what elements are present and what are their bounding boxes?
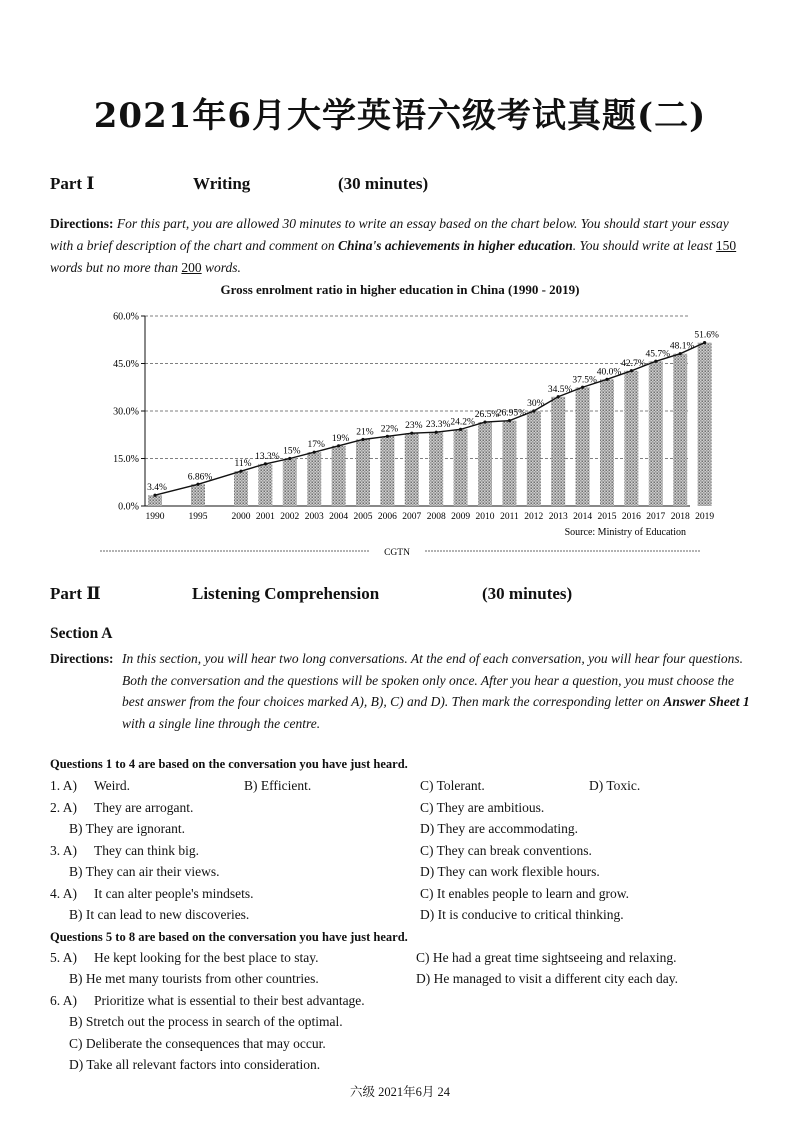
bar	[454, 429, 468, 506]
bar	[624, 371, 638, 506]
bar	[283, 459, 297, 507]
data-point	[483, 420, 486, 423]
data-point	[679, 352, 682, 355]
q1-option-d: D) Toxic.	[589, 778, 641, 793]
data-point	[337, 444, 340, 447]
data-point	[630, 369, 633, 372]
question-5	[50, 950, 760, 970]
question-1	[50, 778, 760, 798]
x-tick-label: 2009	[451, 512, 471, 522]
data-point	[288, 457, 291, 460]
data-label: 45.7%	[645, 349, 671, 360]
bar	[600, 379, 614, 506]
directions-text-3: words but no more than	[50, 260, 182, 275]
page-title: 2021年6月大学英语六级考试真题(二)	[93, 96, 707, 136]
bar	[698, 343, 712, 506]
x-tick-label: 2014	[573, 512, 593, 522]
page-footer: 六级 2021年6月 24	[349, 1085, 450, 1099]
x-tick-label: 2015	[597, 512, 617, 522]
data-point	[410, 432, 413, 435]
directions-text-2: . You should write at least	[572, 238, 716, 253]
y-tick-label: 60.0%	[113, 311, 139, 323]
x-tick-label: 2019	[695, 512, 715, 522]
x-tick-label: 2011	[500, 512, 519, 522]
y-tick-label: 0.0%	[118, 501, 139, 513]
data-point	[654, 360, 657, 363]
y-tick-label: 45.0%	[113, 359, 139, 370]
q6-option-d: D) Take all relevant factors into consideration.	[69, 1057, 321, 1072]
part2-label: Part Ⅱ	[50, 584, 101, 603]
question-4-row-2	[50, 907, 760, 927]
data-point	[581, 386, 584, 389]
section-a-title: Section A	[50, 625, 113, 642]
q5-option-b: B) He met many tourists from other countries.	[69, 971, 319, 986]
data-label: 13.3%	[255, 451, 280, 462]
data-point	[386, 435, 389, 438]
data-label: 11%	[234, 459, 252, 470]
bar	[649, 361, 663, 506]
section-a-directions-body	[122, 648, 750, 734]
section-a-directions-label: Directions:	[50, 651, 114, 666]
data-point	[557, 395, 560, 398]
question-6-row-2	[50, 1014, 760, 1034]
data-point	[264, 462, 267, 465]
q2-num: 2. A)	[50, 800, 77, 815]
x-tick-label: 2008	[426, 512, 446, 522]
bar	[551, 397, 565, 506]
data-label: 3.4%	[147, 483, 167, 494]
x-tick-label: 2016	[621, 512, 641, 522]
q4-num: 4. A)	[50, 886, 77, 901]
question-6-row-3	[50, 1036, 760, 1056]
x-tick-label: 2004	[329, 512, 349, 522]
bar	[405, 433, 419, 506]
question-6-row-4	[50, 1057, 760, 1077]
q3-option-c: C) They can break conventions.	[420, 843, 592, 858]
q6-option-b: B) Stretch out the process in search of the optimal.	[69, 1014, 343, 1029]
x-tick-label: 2001	[255, 512, 275, 522]
x-tick-label: 2017	[646, 512, 666, 522]
q3-option-d: D) They can work flexible hours.	[420, 864, 600, 879]
data-label: 30%	[527, 399, 545, 409]
bar	[527, 411, 541, 506]
q1-option-c: C) Tolerant.	[420, 778, 485, 793]
question-group-2: Questions 5 to 8 are based on the conversation you have just heard.	[50, 930, 408, 944]
part1-header	[50, 174, 750, 198]
y-tick-label: 15.0%	[113, 454, 139, 465]
data-point	[361, 438, 364, 441]
data-label: 23%	[405, 421, 423, 432]
x-tick-label: 2003	[304, 512, 324, 522]
q4-option-d: D) It is conducive to critical thinking.	[420, 907, 624, 922]
chart-source: Source: Ministry of Education	[564, 527, 686, 538]
data-label: 24.2%	[450, 417, 475, 428]
question-4	[50, 886, 760, 906]
bar	[502, 421, 516, 506]
answer-sheet-ref: Answer Sheet 1	[663, 694, 750, 709]
data-label: 48.1%	[669, 341, 695, 352]
data-point	[153, 494, 156, 497]
data-point	[605, 378, 608, 381]
data-point	[239, 470, 242, 473]
question-5-row-2	[50, 971, 760, 991]
data-point	[435, 431, 438, 434]
x-tick-label: 2012	[524, 512, 544, 522]
data-label: 26.95%	[496, 408, 527, 419]
q2-option-d: D) They are accommodating.	[420, 821, 578, 836]
q2-option-c: C) They are ambitious.	[420, 800, 545, 815]
chart-credit: CGTN	[384, 548, 410, 558]
section-a-dir-text-2: with a single line through the centre.	[122, 715, 321, 731]
part1-name: Writing	[193, 174, 251, 193]
data-point	[703, 341, 706, 344]
x-tick-label: 2000	[231, 512, 251, 522]
data-label: 19%	[331, 433, 350, 444]
x-tick-label: 2013	[548, 512, 568, 522]
q6-num: 6. A)	[50, 993, 77, 1008]
q2-option-b: B) They are ignorant.	[69, 821, 185, 836]
part1-directions	[50, 213, 750, 279]
q5-num: 5. A)	[50, 950, 77, 965]
x-tick-label: 2018	[670, 512, 690, 522]
q4-option-b: B) It can lead to new discoveries.	[69, 907, 250, 922]
bar	[234, 471, 248, 506]
q5-option-d: D) He managed to visit a different city each day.	[416, 971, 679, 986]
x-tick-label: 2006	[377, 512, 397, 522]
x-tick-label: 2007	[402, 512, 422, 522]
part2-name: Listening Comprehension	[192, 584, 380, 603]
x-tick-label: 1995	[188, 512, 208, 522]
part2-time: (30 minutes)	[482, 584, 573, 603]
question-group-1: Questions 1 to 4 are based on the conversation you have just heard.	[50, 757, 408, 771]
bar	[258, 464, 272, 506]
min-words: 150	[715, 238, 737, 253]
x-tick-label: 1990	[145, 512, 165, 522]
question-2-row-2	[50, 821, 760, 841]
data-label: 6.86%	[187, 472, 213, 483]
q1-num: 1. A)	[50, 778, 77, 793]
data-point	[508, 419, 511, 422]
q1-option-b: B) Efficient.	[244, 778, 312, 793]
part1-label: Part Ⅰ	[50, 174, 95, 193]
max-words: 200	[181, 260, 202, 275]
chart-title: Gross enrolment ratio in higher education in China (1990 - 2019)	[220, 282, 580, 297]
data-label: 37.5%	[572, 375, 597, 386]
bar	[307, 452, 321, 506]
bar	[380, 436, 394, 506]
chart-svg	[100, 282, 719, 558]
data-label: 34.5%	[547, 384, 573, 395]
data-label: 15%	[283, 446, 301, 457]
bar	[356, 440, 370, 507]
bar	[576, 387, 590, 506]
data-label: 26.5%	[474, 410, 500, 421]
q3-option-b: B) They can air their views.	[69, 864, 220, 879]
section-a-dir-text-1: In this section, you will hear two long conversations. At the end of each conversation, you will hear four questions. Both the conversation and the questions will be spoken only once. After you hear a question, you must choose the best answer from the four choices marked A), B), C) and D). Then mark the corresponding letter on	[122, 651, 744, 709]
data-point	[313, 451, 316, 454]
bar	[191, 484, 205, 506]
directions-label: Directions:	[50, 216, 114, 231]
question-6	[50, 993, 760, 1013]
section-a-directions	[50, 648, 750, 734]
data-label: 22%	[380, 424, 399, 435]
q6-option-c: C) Deliberate the consequences that may occur.	[69, 1036, 326, 1051]
data-label: 17%	[307, 440, 325, 451]
q4-option-c: C) It enables people to learn and grow.	[420, 886, 630, 901]
directions-text-1: For this part, you are allowed 30 minutes to write an essay based on the chart below. You should start your essay with a brief description of the chart and comment on	[50, 216, 729, 253]
data-point	[532, 409, 535, 412]
y-tick-label: 30.0%	[113, 406, 139, 418]
question-2	[50, 800, 760, 820]
part1-time: (30 minutes)	[338, 174, 429, 193]
q2-option-a: They are arrogant.	[94, 800, 194, 815]
bar	[148, 495, 162, 506]
data-label: 40.0%	[596, 367, 622, 378]
q3-option-a: They can think big.	[94, 843, 199, 858]
q5-option-c: C) He had a great time sightseeing and relaxing.	[416, 950, 677, 965]
data-label: 42.7%	[621, 358, 646, 369]
part2-header	[50, 584, 750, 608]
question-3-row-2	[50, 864, 760, 884]
x-tick-label: 2005	[353, 512, 373, 522]
x-tick-label: 2010	[475, 512, 495, 522]
directions-text-4: words.	[201, 260, 241, 275]
q6-option-a: Prioritize what is essential to their best advantage.	[94, 993, 365, 1008]
q5-option-a: He kept looking for the best place to stay.	[94, 950, 319, 965]
q1-option-a: Weird.	[94, 778, 131, 793]
x-tick-label: 2002	[280, 512, 300, 522]
directions-emphasis: China's achievements in higher education	[337, 238, 573, 253]
data-point	[459, 428, 462, 431]
bar	[429, 432, 443, 506]
bar	[478, 422, 492, 506]
q4-option-a: It can alter people's mindsets.	[94, 886, 254, 901]
enrolment-chart	[100, 282, 719, 558]
data-label: 23.3%	[425, 420, 451, 431]
bar	[332, 446, 346, 506]
data-label: 51.6%	[694, 330, 719, 341]
data-point	[196, 483, 199, 486]
bar	[673, 354, 687, 506]
question-3	[50, 843, 760, 863]
q3-num: 3. A)	[50, 843, 77, 858]
data-label: 21%	[356, 427, 374, 438]
